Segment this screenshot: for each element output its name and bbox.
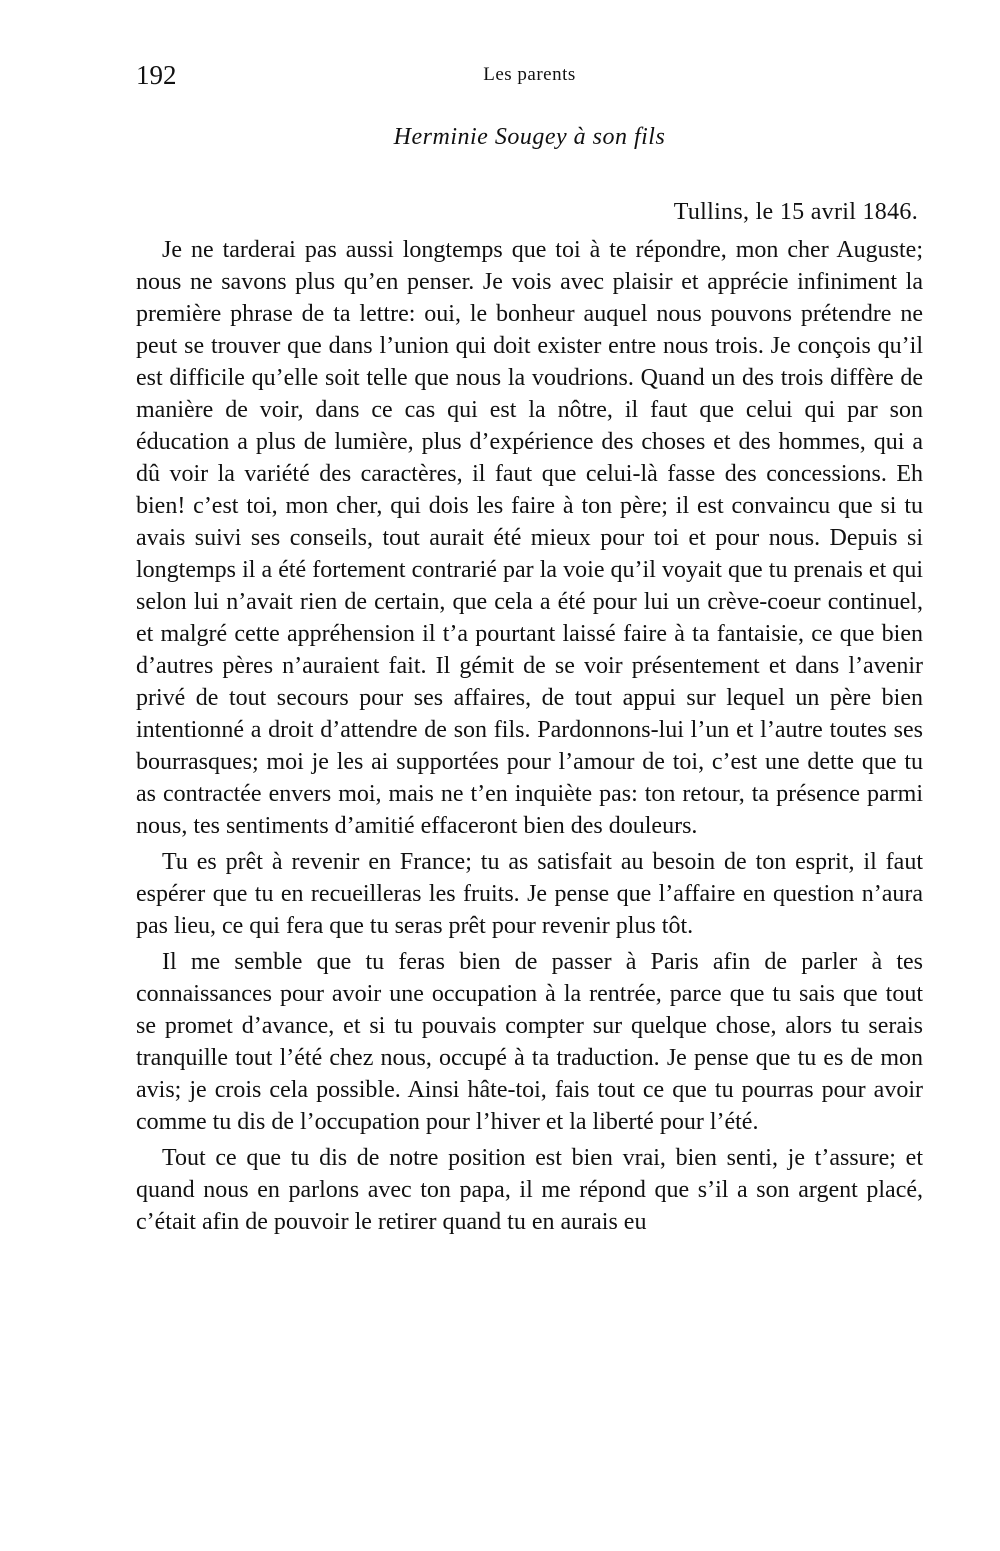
paragraph: Il me semble que tu feras bien de passer à Paris afin de parler à tes connaissances pour avoir une occupation à la rentrée, parce que tu sais que tout se promet d’avance, et si tu pouvais compter sur quelque chose, alors tu serais tranquille tout l’été chez nous, occupé à ta traduction. Je pense que tu es de mon avis; je crois cela possible. Ainsi hâte-toi, fais tout ce que tu pourras pour avoir comme tu dis de l’occupation pour l’hiver et la liberté pour l’été. [136,949,923,1135]
paragraph: Tu es prêt à revenir en France; tu as satisfait au besoin de ton esprit, il faut espérer que tu en recueilleras les fruits. Je pense que l’affaire en question n’aura pas lieu, ce qui fera que tu seras prêt pour revenir plus tôt. [136,849,923,939]
letter-title: Herminie Sougey à son fils [393,124,666,150]
page-header [136,60,923,100]
paragraph: Tout ce que tu dis de notre position est bien vrai, bien senti, je t’assure; et quand nous en parlons avec ton papa, il me répond que s’il a son argent placé, c’était afin de pouvoir le retirer quand tu en aurais eu [136,1145,923,1235]
paragraph: Je ne tarderai pas aussi longtemps que toi à te répondre, mon cher Auguste; nous ne savons plus qu’en penser. Je vois avec plaisir et apprécie infiniment la première phrase de ta lettre: oui, le bonheur auquel nous pouvons prétendre ne peut se trouver que dans l’union qui doit exister entre nous trois. Je conçois qu’il est difficile qu’elle soit telle que nous la voudrions. Quand un des trois diffère de manière de voir, dans ce cas qui est la nôtre, il faut que celui qui par son éducation a plus de lumière, plus d’expérience des choses et des hommes, qui a dû voir la variété des caractères, il faut que celui-là fasse des concessions. Eh bien! c’est toi, mon cher, qui dois les faire à ton père; il est convaincu que si tu avais suivi ses conseils, tout aurait été mieux pour toi et pour nous. Depuis si longtemps il a été fortement contrarié par la voie qu’il voyait que tu prenais et qui selon lui n’avait rien de certain, que cela a été pour lui un crève-coeur continuel, et malgré cette appréhension il t’a pourtant laissé faire à ta fantaisie, ce que bien d’autres pères n’auraient fait. Il gémit de se voir présentement et dans l’avenir privé de tout secours pour ses affaires, de tout appui sur lequel un père bien intentionné a droit d’attendre de son fils. Pardonnons-lui l’un et l’autre toutes ses bourrasques; moi je les ai supportées pour l’amour de toi, c’est une dette que tu as contractée envers moi, mais ne t’en inquiète pas: ton retour, ta présence parmi nous, tes sentiments d’amitié effaceront bien des douleurs. [136,237,923,839]
letter-body [136,234,923,1242]
page-number: 192 [136,60,177,90]
letter-dateline: Tullins, le 15 avril 1846. [673,199,918,225]
running-head: Les parents [483,64,576,85]
